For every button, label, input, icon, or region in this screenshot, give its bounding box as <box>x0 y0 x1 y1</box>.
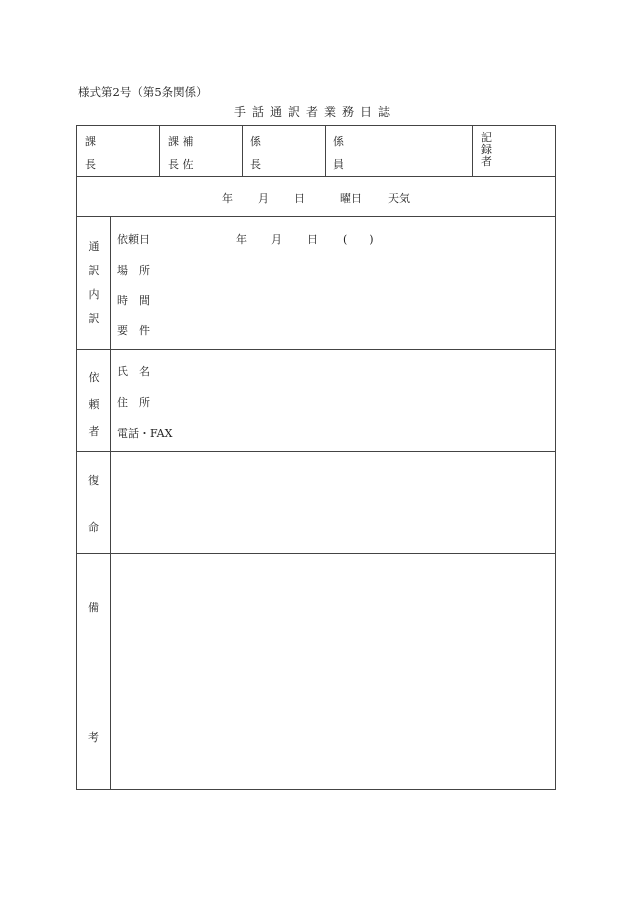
place-label: 場 所 <box>117 264 150 277</box>
section-label-requester: 依 頼 者 <box>88 371 100 438</box>
approval-recorder-2: 録 <box>481 143 492 156</box>
approval-kakaricho-bottom: 長 <box>250 158 261 171</box>
col-divider <box>159 125 160 176</box>
time-label: 時 間 <box>117 294 150 307</box>
matter-label: 要 件 <box>117 324 150 337</box>
section-label-remarks-1: 備 <box>88 601 99 614</box>
section-label-interpretation: 通 訳 内 訳 <box>88 240 100 325</box>
requester-phone-label: 電話・FAX <box>117 427 173 440</box>
section-label-report-1: 復 <box>88 474 99 487</box>
requester-address-label: 住 所 <box>117 396 150 409</box>
form-title: 手話通訳者業務日誌 <box>233 105 396 119</box>
form-number-label: 様式第2号（第5条関係） <box>78 85 208 99</box>
table-border-bottom <box>76 789 556 790</box>
request-date-label: 依頼日 <box>117 233 150 246</box>
date-day-label: 日 <box>294 192 305 205</box>
request-day-label: 日 <box>307 233 318 246</box>
section-label-report-2: 命 <box>88 521 99 534</box>
date-year-label: 年 <box>222 192 233 205</box>
row-divider <box>76 176 556 177</box>
request-month-label: 月 <box>271 233 282 246</box>
table-border-left <box>76 125 77 790</box>
table-border-right <box>555 125 556 790</box>
approval-kakariin-top: 係 <box>333 135 344 148</box>
approval-recorder-1: 記 <box>481 131 492 144</box>
label-col-divider <box>110 216 111 789</box>
approval-recorder-3: 者 <box>481 155 492 168</box>
request-weekday-paren: ( ) <box>343 233 374 246</box>
approval-kakariin-bottom: 員 <box>333 158 344 171</box>
date-weather-label: 天気 <box>388 192 410 205</box>
approval-kachoho-top: 課 補 <box>168 135 194 148</box>
row-divider <box>76 349 556 350</box>
col-divider <box>325 125 326 176</box>
table-border-top <box>76 125 556 126</box>
approval-kakaricho-top: 係 <box>250 135 261 148</box>
approval-kacho-top: 課 <box>85 135 96 148</box>
date-weekday-label: 曜日 <box>340 192 362 205</box>
requester-name-label: 氏 名 <box>117 365 150 378</box>
row-divider <box>76 553 556 554</box>
date-month-label: 月 <box>258 192 269 205</box>
request-year-label: 年 <box>236 233 247 246</box>
row-divider <box>76 451 556 452</box>
approval-kachoho-bottom: 長 佐 <box>168 158 194 171</box>
section-label-remarks-2: 考 <box>88 731 99 744</box>
col-divider <box>242 125 243 176</box>
col-divider <box>472 125 473 176</box>
row-divider <box>76 216 556 217</box>
approval-kacho-bottom: 長 <box>85 158 96 171</box>
